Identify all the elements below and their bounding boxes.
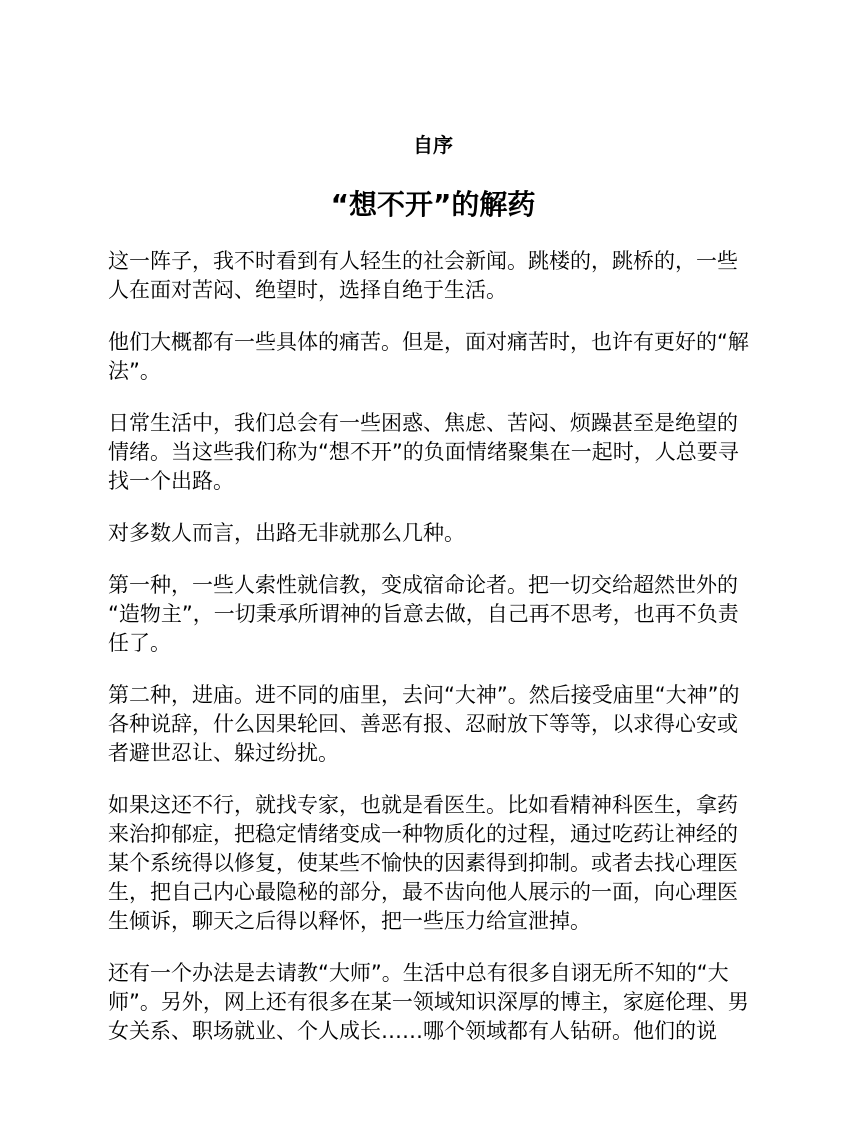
- text-line: 第二种，进庙。进不同的庙里，去问“大神”。然后接受庙里“大神”的: [108, 683, 740, 707]
- section-title: 自序: [413, 133, 453, 157]
- page-title: “想不开”的解药: [330, 188, 536, 221]
- text-line: 女关系、职场就业、个人成长……哪个领域都有人钻研。他们的说: [108, 1019, 717, 1043]
- body-text: [108, 247, 758, 1069]
- text-line: 这一阵子，我不时看到有人轻生的社会新闻。跳楼的，跳桥的，一些: [108, 249, 738, 273]
- paragraph: [108, 409, 758, 496]
- text-line: 对多数人而言，出路无非就那么几种。: [108, 521, 465, 545]
- text-line: 者避世忍让、躲过纷扰。: [108, 741, 339, 765]
- text-line: 各种说辞，什么因果轮回、善恶有报、忍耐放下等等，以求得心安或: [108, 712, 738, 736]
- text-line: 某个系统得以修复，使某些不愉快的因素得到抑制。或者去找心理医: [108, 851, 738, 875]
- text-line: 找一个出路。: [108, 469, 234, 493]
- paragraph: [108, 791, 758, 936]
- text-line: 来治抑郁症，把稳定情绪变成一种物质化的过程，通过吃药让神经的: [108, 822, 738, 846]
- paragraph: [108, 959, 758, 1046]
- paragraph: [108, 571, 758, 658]
- paragraph: [108, 519, 758, 548]
- text-line: 他们大概都有一些具体的痛苦。但是，面对痛苦时，也许有更好的“解: [108, 330, 749, 354]
- text-line: 人在面对苦闷、绝望时，选择自绝于生活。: [108, 278, 507, 302]
- text-line: 如果这还不行，就找专家，也就是看医生。比如看精神科医生，拿药: [108, 793, 738, 817]
- paragraph: [108, 681, 758, 768]
- text-line: 法”。: [108, 359, 161, 383]
- paragraph: [108, 247, 758, 305]
- text-line: “造物主”，一切秉承所谓神的旨意去做，自己再不思考，也再不负责: [108, 602, 739, 626]
- text-line: 日常生活中，我们总会有一些困惑、焦虑、苦闷、烦躁甚至是绝望的: [108, 411, 738, 435]
- text-line: 生，把自己内心最隐秘的部分，最不齿向他人展示的一面，向心理医: [108, 880, 738, 904]
- text-line: 任了。: [108, 631, 171, 655]
- text-line: 生倾诉，聊天之后得以释怀，把一些压力给宣泄掉。: [108, 909, 591, 933]
- text-line: 还有一个办法是去请教“大师”。生活中总有很多自诩无所不知的“大: [108, 961, 729, 985]
- text-line: 情绪。当这些我们称为“想不开”的负面情绪聚集在一起时，人总要寻: [108, 440, 739, 464]
- text-line: 师”。另外，网上还有很多在某一领域知识深厚的博主，家庭伦理、男: [108, 990, 749, 1014]
- text-line: 第一种，一些人索性就信教，变成宿命论者。把一切交给超然世外的: [108, 573, 738, 597]
- paragraph: [108, 328, 758, 386]
